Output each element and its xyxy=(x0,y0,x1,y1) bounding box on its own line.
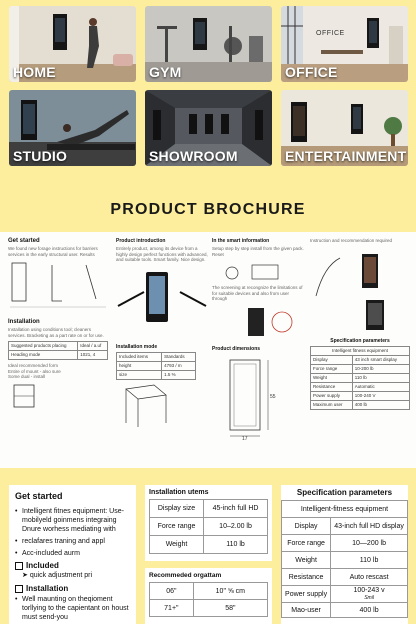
brochure-text: Setup step by step install from the given pack. Reset xyxy=(212,246,304,257)
brochure-section-title: Specification parameters xyxy=(330,337,390,344)
brochure-section-title: In the smart information xyxy=(212,238,270,244)
power-value: 100-243 v xyxy=(353,586,385,594)
list-item: • Well maunting on theqioment torllying to the capientant on houst must send-you xyxy=(15,595,130,622)
page-heading: PRODUCT BROCHURE xyxy=(110,201,306,218)
table-cell: 110 lb xyxy=(331,552,408,569)
table-cell: 110 lb xyxy=(352,373,409,382)
brochure-install-table xyxy=(8,341,108,360)
tile-label-office: OFFICE xyxy=(285,64,338,80)
dimension-drawing xyxy=(212,354,304,440)
tile-label-showroom: SHOWROOM xyxy=(149,148,238,164)
table-cell: Display size xyxy=(150,500,204,518)
table-cell: Resistance xyxy=(282,569,331,586)
list-item: • Acc-included aurm xyxy=(15,549,130,558)
brochure-step: The screening at recongnize the limitations of for suitable devices and also from user through xyxy=(212,285,303,301)
table-cell: Force range xyxy=(150,518,204,536)
scene-tile-gym xyxy=(145,6,272,82)
table-cell: Weight xyxy=(282,552,331,569)
included-checkbox-icon xyxy=(15,562,23,570)
included-row xyxy=(15,561,130,570)
brochure-section-title: Product introduction xyxy=(116,238,166,244)
dim-width-label: 17 xyxy=(242,435,248,440)
brochure-col-getstarted xyxy=(8,238,108,411)
card-get-started xyxy=(9,485,136,624)
arrow-icon: ➤ xyxy=(22,572,30,579)
brochure-col-setup xyxy=(212,238,304,440)
table-cell: 58" xyxy=(193,600,267,617)
table-cell: Suggested products placing xyxy=(9,342,78,351)
card-title: Get started xyxy=(15,491,63,501)
table-cell: Included items xyxy=(117,352,162,361)
included-title: Included xyxy=(26,561,59,570)
scene-tile-office xyxy=(281,6,408,82)
table-cell: Intelligent fitness equipment xyxy=(311,346,410,355)
card-installation-items xyxy=(145,485,272,561)
table-cell: Heading mode xyxy=(9,351,78,360)
install-row xyxy=(15,584,130,593)
office-wall-sign: OFFICE xyxy=(316,30,345,37)
rack-sketch xyxy=(8,383,48,411)
table-cell: Mao-user xyxy=(282,603,331,618)
card-recommended xyxy=(145,568,272,624)
tile-label-gym: GYM xyxy=(149,64,182,80)
tile-label-home: HOME xyxy=(13,64,56,80)
brochure-spec-table xyxy=(310,346,410,410)
table-cell: 06" xyxy=(150,583,194,600)
table-cell: 10–2.00 lb xyxy=(204,518,268,536)
tile-label-studio: STUDIO xyxy=(13,148,68,164)
table-cell: Auto rescast xyxy=(331,569,408,586)
list-item: • Intelligent fitnes equipment: Use-mobilyeld goinmens integraing Dnure worhess mediating with xyxy=(15,507,130,534)
included-item-text: quick adjustment pri xyxy=(29,572,93,579)
table-cell: Weight xyxy=(150,536,204,554)
table-cell: Power supply xyxy=(311,391,353,400)
setup-sketch xyxy=(212,259,304,285)
install-title: Installation xyxy=(26,584,69,593)
table-cell: height xyxy=(117,361,162,370)
table-cell: 71+" xyxy=(150,600,194,617)
install-checkbox-icon xyxy=(15,585,23,593)
card-title: Specification parameters xyxy=(296,488,393,497)
table-cell: Display xyxy=(311,355,353,364)
brochure-section-title: Installation mode xyxy=(116,343,158,350)
table-cell: 10" ⅝ cm xyxy=(193,583,267,600)
brochure-note: Some dual - install xyxy=(8,374,46,379)
table-cell: Ideal / a.uf xyxy=(78,342,108,351)
installation-table xyxy=(149,499,268,554)
table-cell: Weight xyxy=(311,373,353,382)
table-cell: Automatic xyxy=(352,382,409,391)
table-cell: Display xyxy=(282,518,331,535)
tile-label-entertainment: ENTERTAINMENT xyxy=(285,148,407,164)
card-specification xyxy=(281,485,408,624)
install-list xyxy=(15,595,130,622)
table-cell: 10—200 lb xyxy=(331,535,408,552)
table-cell: Intelligent-fitness equipment xyxy=(282,501,408,518)
table-cell: 1.5 % xyxy=(162,370,196,379)
brochure-note: Entire of mount - also sure xyxy=(8,368,61,374)
device-illustration xyxy=(116,266,208,330)
scene-tile-home xyxy=(9,6,136,82)
card-title: Recommeded orgattam xyxy=(149,572,222,579)
card-title: Installation utems xyxy=(149,489,209,496)
table-cell: 10-200 lb xyxy=(352,364,409,373)
table-cell: size xyxy=(117,370,162,379)
brochure-mode-table xyxy=(116,352,196,380)
get-started-list xyxy=(15,507,130,558)
table-cell: 43-inch full HD display xyxy=(331,518,408,535)
brochure-section-title: Installation xyxy=(8,319,40,325)
table-cell: 110 lb xyxy=(204,536,268,554)
table-cell: 43 inch smart display xyxy=(352,355,409,364)
table-cell: 400 lb xyxy=(352,400,409,409)
brochure-col-spec xyxy=(310,238,410,410)
list-item: • reclafares traning and appl xyxy=(15,537,130,546)
table-cell xyxy=(331,586,408,603)
brochure-col-intro xyxy=(116,238,208,429)
brochure-text: We found new forage instructions for barriers services in the early structural user. Results xyxy=(8,246,98,257)
brochure-text: Entirely product, among its device from a highly design perfect functions with advanced, and suitable tools. Smart family. Nice design. xyxy=(116,246,208,262)
table-cell: 45-inch full HD xyxy=(204,500,268,518)
mirror-sketches xyxy=(8,261,108,313)
scene-tile-entertainment xyxy=(281,90,408,166)
scene-tile-studio xyxy=(9,90,136,166)
table-cell: Power supply xyxy=(282,586,331,603)
table-cell: Force range xyxy=(282,535,331,552)
table-cell: Maximum user xyxy=(311,400,353,409)
specification-table xyxy=(281,500,408,618)
scene-tile-showroom xyxy=(145,90,272,166)
table-cell: 100-240 V xyxy=(352,391,409,400)
table-cell: Force range xyxy=(311,364,353,373)
table-cell: 1021, 4 xyxy=(78,351,108,360)
dim-height-label: 55 xyxy=(270,393,276,400)
brochure-text: Installation using conditions tool; cleaners services. Bracketing as a part rate on or for use. xyxy=(8,327,104,338)
frame-sketch xyxy=(116,383,176,429)
brochure-section-title: Product dimensions xyxy=(212,345,261,352)
brochure-sheet xyxy=(0,232,416,468)
table-cell: Standards xyxy=(162,352,196,361)
recommended-table xyxy=(149,582,268,617)
device-front-sketch xyxy=(310,246,410,336)
brochure-section-title: Get started xyxy=(8,238,40,244)
included-item xyxy=(15,571,130,579)
brochure-step: Instruction and recommendation required xyxy=(310,238,393,243)
table-cell: 4793 / m xyxy=(162,361,196,370)
brochure-note: Ideal recommended form xyxy=(8,363,59,368)
wall-mount-sketch xyxy=(212,304,304,342)
power-note: Smil xyxy=(364,594,374,601)
table-cell: 400 lb xyxy=(331,603,408,618)
table-cell: Resistance xyxy=(311,382,353,391)
